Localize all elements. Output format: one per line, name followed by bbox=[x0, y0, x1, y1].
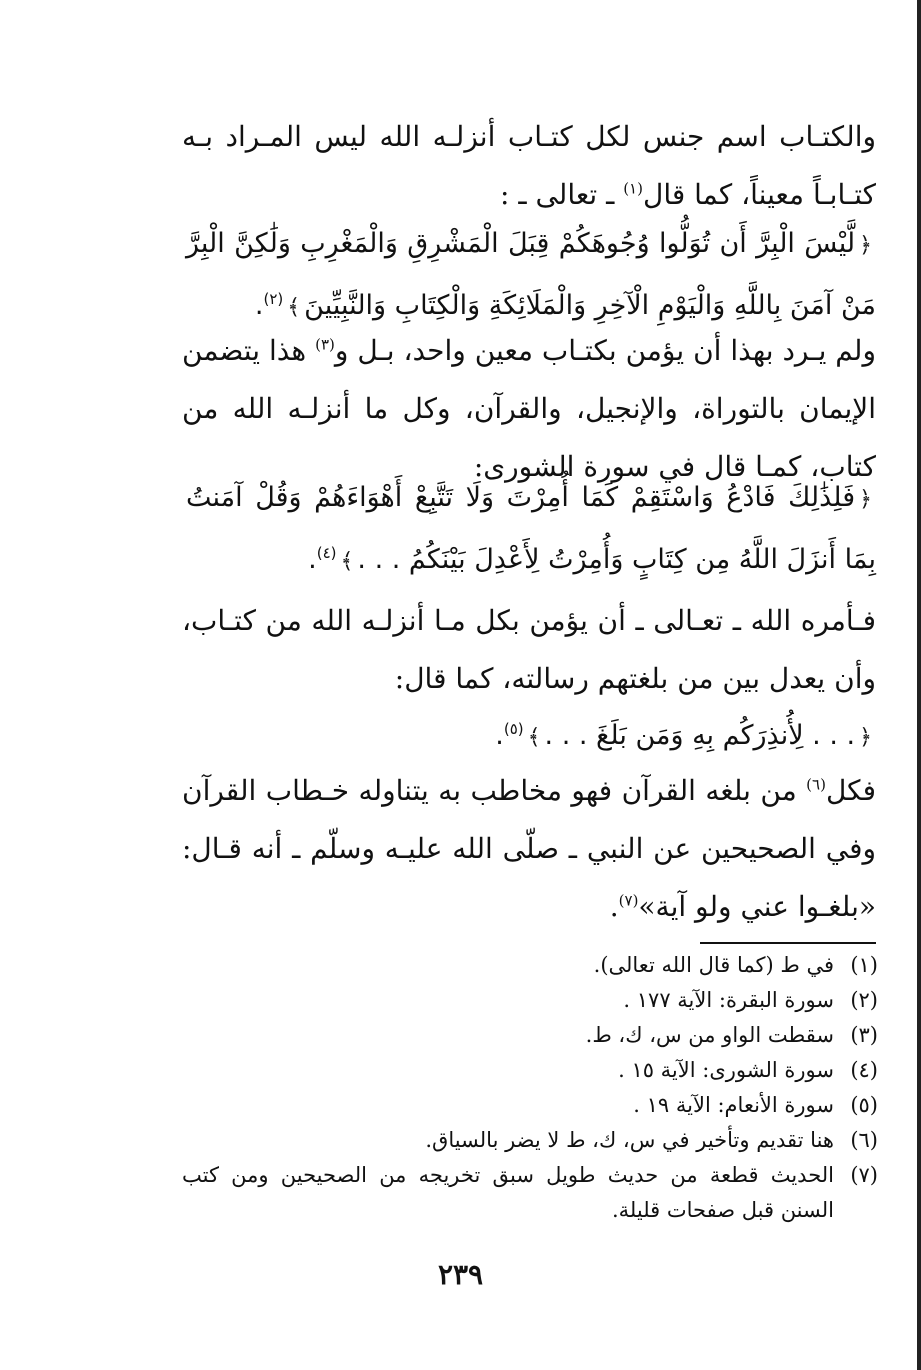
footnote-number: (٧) bbox=[850, 1163, 878, 1187]
footnote-text: الحديث قطعة من حديث طويل سبق تخريجه من الصحيحين ومن كتب السنن قبل صفحات قليلة. bbox=[182, 1163, 834, 1222]
paragraph-4-end: . bbox=[609, 890, 619, 923]
footnote-ref-6: (٦) bbox=[806, 775, 826, 794]
footnotes bbox=[182, 948, 878, 1228]
footnote-1 bbox=[182, 948, 878, 983]
footnote-3 bbox=[182, 1018, 878, 1053]
paragraph-2-text-b: هذا يتضمن الإيمان بالتوراة، والإنجيل، والقرآن، وكل ما أنزلـه الله من كتاب، كمـا قال في سورة الشورى: bbox=[182, 334, 876, 483]
footnote-number: (١) bbox=[850, 953, 878, 977]
ornate-bracket-close: ﴾ bbox=[527, 725, 541, 750]
footnote-7 bbox=[182, 1158, 878, 1228]
paragraph-4 bbox=[182, 762, 876, 936]
footnote-number: (٢) bbox=[850, 988, 878, 1012]
quran-verse-3: ﴿. . . لِأُنذِرَكُم بِهِ وَمَن بَلَغَ . . .﴾$^{(٥)}$. bbox=[186, 706, 876, 768]
footnote-separator bbox=[700, 942, 876, 944]
footnote-ref-4: (٤) bbox=[316, 544, 337, 562]
footnote-ref-3: (٣) bbox=[315, 335, 335, 354]
ornate-bracket-open: ﴿ bbox=[859, 725, 872, 750]
footnote-ref-5: (٥) bbox=[503, 720, 524, 738]
footnote-5 bbox=[182, 1088, 878, 1123]
quran-verse-1: ﴿لَّيْسَ الْبِرَّ أَن تُوَلُّوا وُجُوهَكُمْ قِبَلَ الْمَشْرِقِ وَالْمَغْرِبِ وَلَٰكِنَّ الْبِرَّ مَنْ آمَنَ بِاللَّهِ وَالْيَوْمِ الْآخِرِ وَالْمَلَائِكَةِ وَالْكِتَابِ وَالنَّبِيِّينَ﴾$^{(٢)}$. bbox=[186, 228, 876, 321]
paragraph-3-text: فـأمره الله ـ تعـالى ـ أن يؤمن بكل مـا أنزلـه الله من كتـاب، وأن يعدل بين من بلغتهم رسالته، كما قال: bbox=[182, 604, 876, 695]
footnote-text: سورة البقرة: الآية ١٧٧ . bbox=[623, 988, 834, 1012]
scan-edge-shadow bbox=[917, 0, 921, 1370]
page-number: ٢٣٩ bbox=[437, 1258, 484, 1291]
ornate-bracket-close: ﴾ bbox=[287, 295, 301, 320]
ornate-bracket-open: ﴿ bbox=[859, 233, 872, 258]
paragraph-2-text-a: ولم يـرد بهذا أن يؤمن بكتـاب معين واحد، بـل و bbox=[334, 334, 876, 367]
quran-verse-1-text: لَّيْسَ الْبِرَّ أَن تُوَلُّوا وُجُوهَكُمْ قِبَلَ الْمَشْرِقِ وَالْمَغْرِبِ وَلَٰكِنَّ الْبِرَّ مَنْ آمَنَ بِاللَّهِ وَالْيَوْمِ الْآخِرِ وَالْمَلَائِكَةِ وَالْكِتَابِ وَالنَّبِيِّينَ bbox=[186, 228, 876, 321]
quran-verse-2: ﴿فَلِذَٰلِكَ فَادْعُ وَاسْتَقِمْ كَمَا أُمِرْتَ وَلَا تَتَّبِعْ أَهْوَاءَهُمْ وَقُلْ آمَنتُ بِمَا أَنزَلَ اللَّهُ مِن كِتَابٍ وَأُمِرْتُ لِأَعْدِلَ بَيْنَكُمُ . . .﴾$^{(٤)}$. bbox=[186, 482, 876, 575]
paragraph-4-text-b: من بلغه القرآن فهو مخاطب به يتناوله خـطاب القرآن وفي الصحيحين عن النبي ـ صلّى الله عليـه وسلّم ـ أنه قـال: «بلغـوا عني ولو آية» bbox=[182, 774, 876, 923]
footnote-2 bbox=[182, 983, 878, 1018]
paragraph-1-text: والكتـاب اسم جنس لكل كتـاب أنزلـه الله ليس المـراد بـه كتـابـاً معيناً، كما قال bbox=[182, 120, 876, 211]
quran-verse-3-text: . . . لِأُنذِرَكُم بِهِ وَمَن بَلَغَ . . . bbox=[544, 720, 856, 751]
paragraph-1-end: ـ تعالى ـ : bbox=[500, 178, 624, 211]
footnote-number: (٣) bbox=[850, 1023, 878, 1047]
footnote-number: (٤) bbox=[850, 1058, 878, 1082]
footnote-ref-2: (٢) bbox=[263, 290, 284, 308]
ornate-bracket-open: ﴿ bbox=[859, 487, 872, 512]
footnote-text: سقطت الواو من س، ك، ط. bbox=[585, 1023, 834, 1047]
footnote-number: (٥) bbox=[850, 1093, 878, 1117]
footnote-text: سورة الشورى: الآية ١٥ . bbox=[618, 1058, 834, 1082]
quran-verse-2-text: فَلِذَٰلِكَ فَادْعُ وَاسْتَقِمْ كَمَا أُمِرْتَ وَلَا تَتَّبِعْ أَهْوَاءَهُمْ وَقُلْ آمَنتُ بِمَا أَنزَلَ اللَّهُ مِن كِتَابٍ وَأُمِرْتُ لِأَعْدِلَ بَيْنَكُمُ . . . bbox=[186, 482, 876, 575]
footnote-text: سورة الأنعام: الآية ١٩ . bbox=[633, 1093, 834, 1117]
ornate-bracket-close: ﴾ bbox=[340, 549, 354, 574]
footnote-4 bbox=[182, 1053, 878, 1088]
footnote-6 bbox=[182, 1123, 878, 1158]
paragraph-3 bbox=[182, 592, 876, 708]
paragraph-1 bbox=[182, 108, 876, 224]
footnote-ref-1: (١) bbox=[623, 179, 643, 198]
paragraph-4-text-a: فكل bbox=[825, 774, 876, 807]
footnote-text: هنا تقديم وتأخير في س، ك، ط لا يضر بالسياق. bbox=[425, 1128, 834, 1152]
footnote-number: (٦) bbox=[850, 1128, 878, 1152]
footnote-ref-7: (٧) bbox=[618, 891, 639, 910]
footnote-text: في ط (كما قال الله تعالى). bbox=[593, 953, 834, 977]
